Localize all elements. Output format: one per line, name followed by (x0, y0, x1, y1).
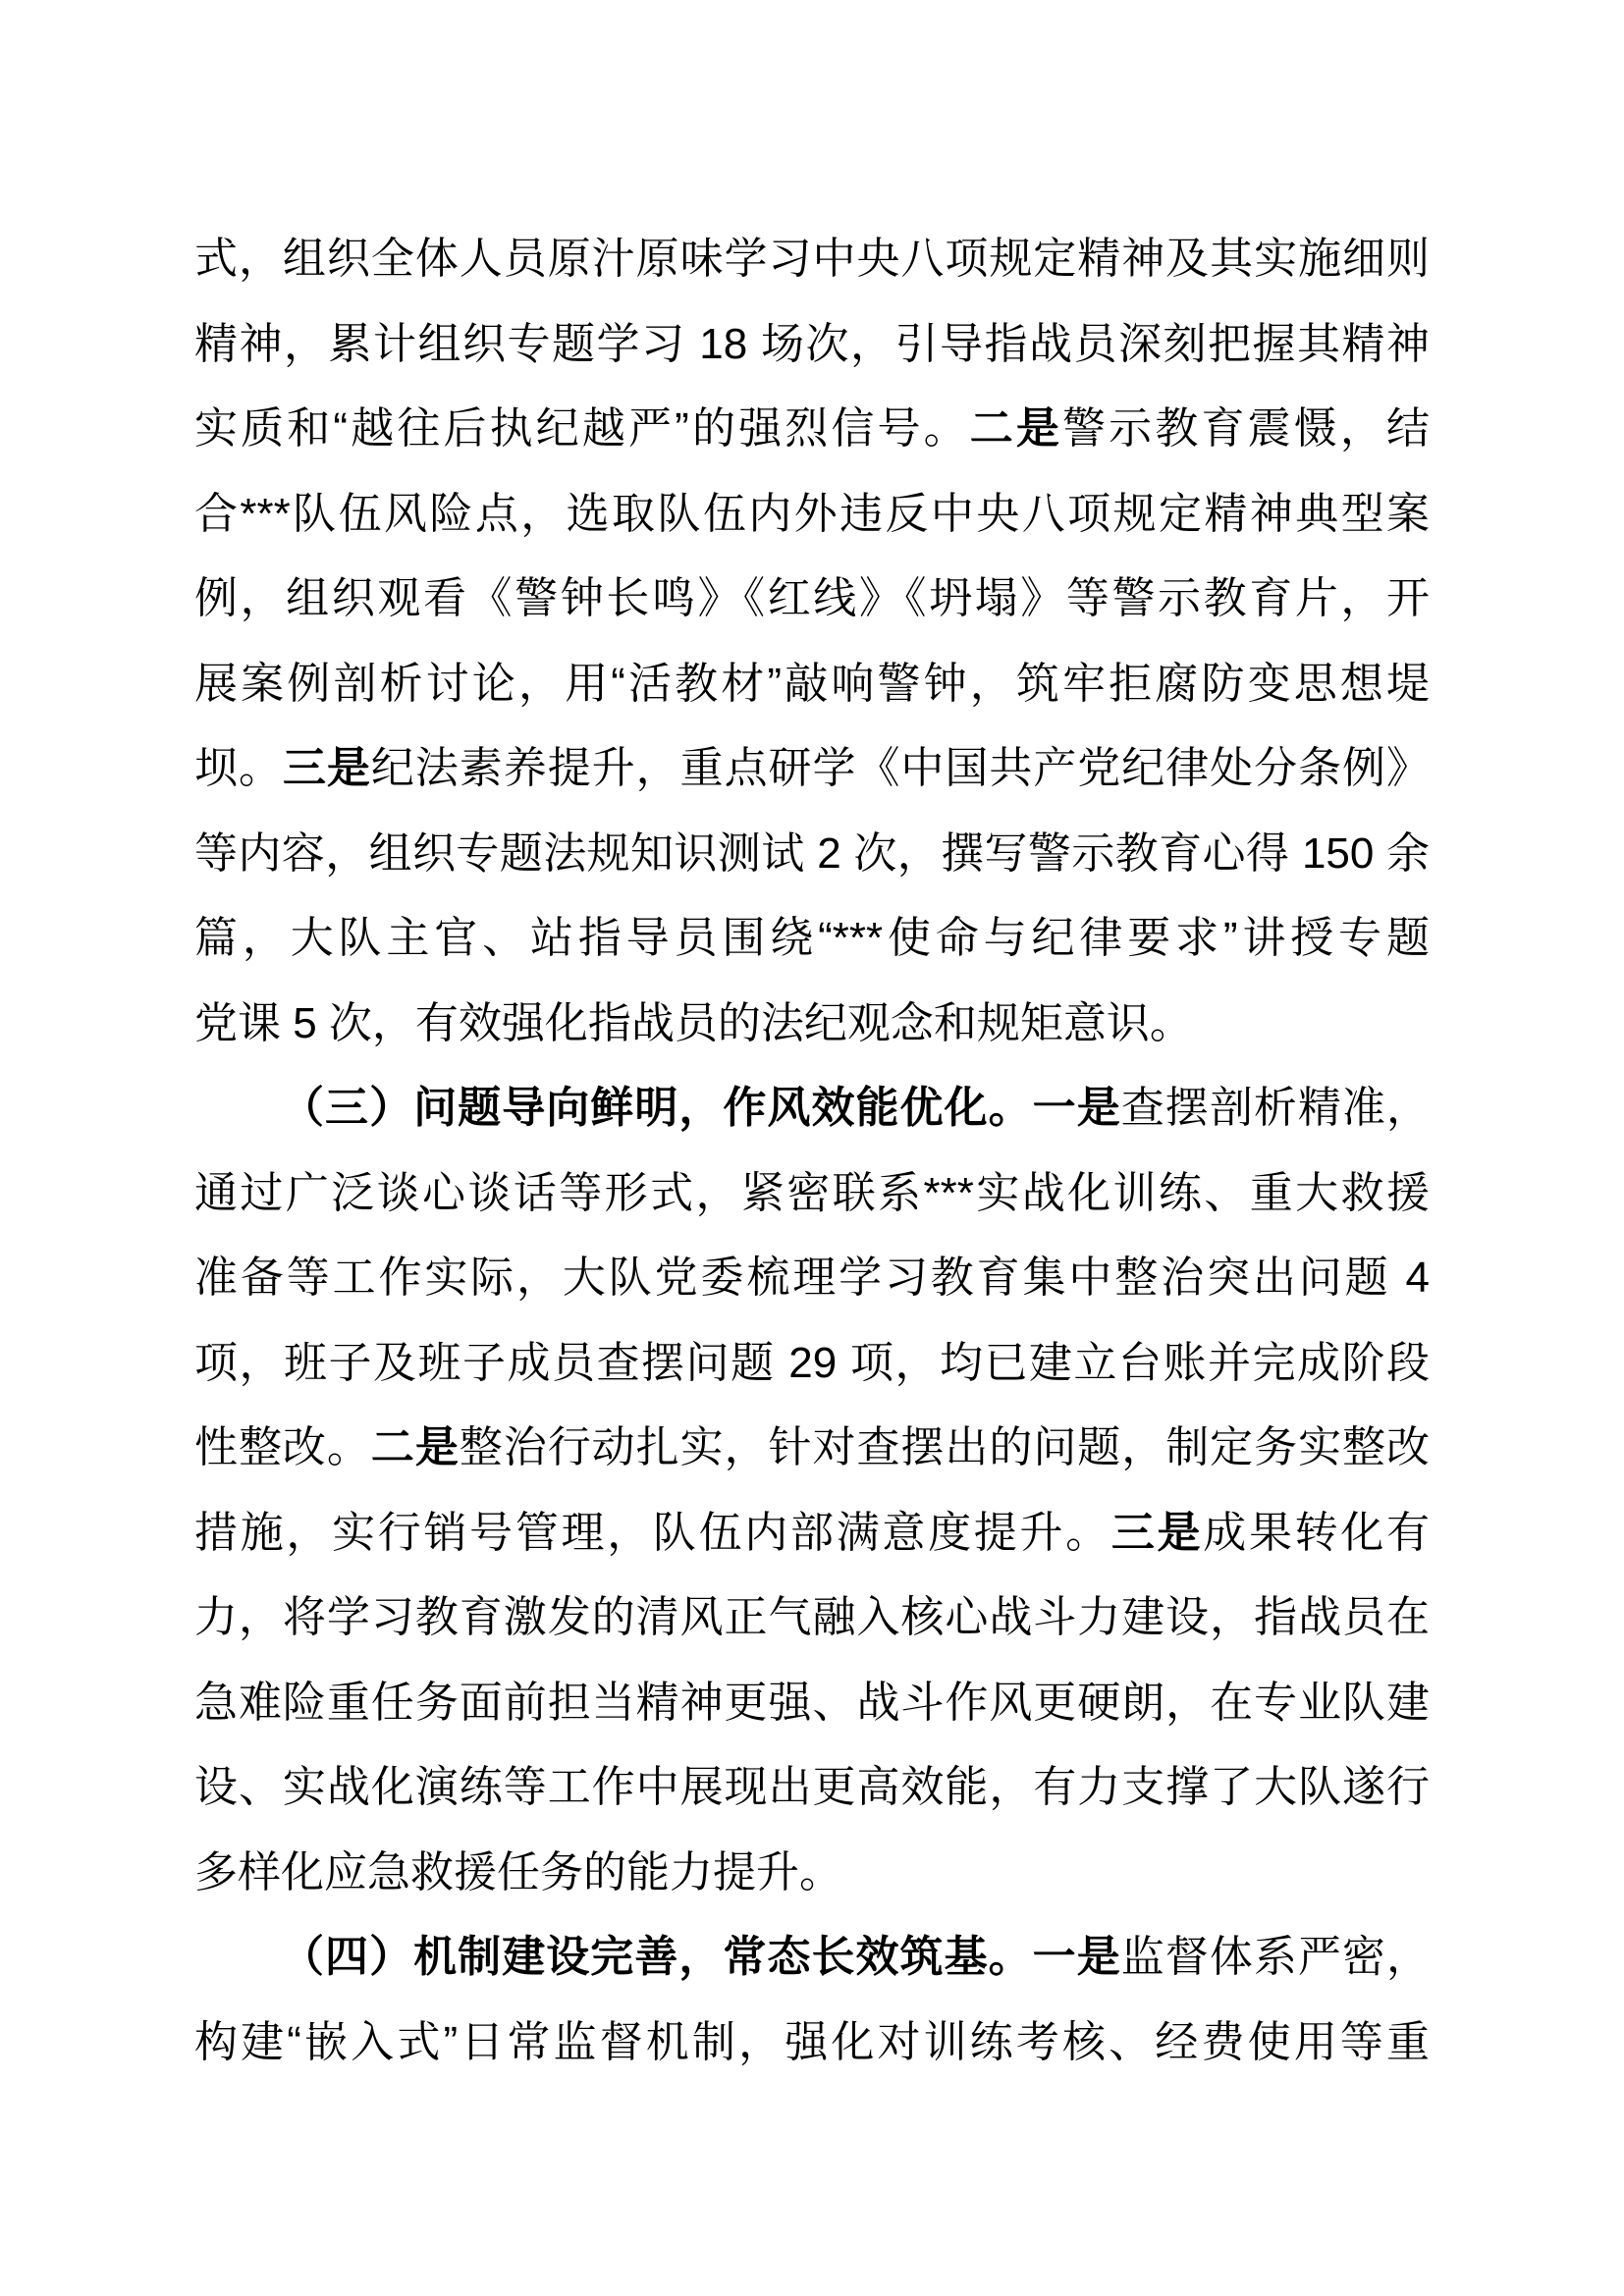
text-segment: 查摆剖析精准， (1120, 1084, 1430, 1132)
text-segment: 急难险重任务面前担当精神更强、战斗作风更硬朗，在专业队建 (194, 1678, 1430, 1727)
text-line (194, 1321, 1430, 1407)
text-line (194, 1066, 1430, 1151)
text-line (194, 1831, 1430, 1916)
text-line (194, 1236, 1430, 1321)
bold-text-segment: 三是 (282, 744, 371, 792)
text-line (194, 896, 1430, 982)
text-line (194, 2001, 1430, 2086)
text-segment: 警示教育震慑，结 (1062, 404, 1430, 453)
text-segment: 力，将学习教育激发的清风正气融入核心战斗力建设，指战员在 (194, 1593, 1430, 1641)
text-segment: 式，组织全体人员原汁原味学习中央八项规定精神及其实施细则 (194, 235, 1430, 283)
text-segment: 实质和“越往后执纪越严”的强烈信号。 (194, 404, 970, 453)
text-line (194, 642, 1430, 727)
text-line (194, 302, 1430, 388)
text-segment: 构建“嵌入式”日常监督机制，强化对训练考核、经费使用等重 (194, 2017, 1430, 2066)
text-segment: 准备等工作实际，大队党委梳理学习教育集中整治突出问题 4 (194, 1254, 1430, 1302)
text-line (194, 1661, 1430, 1746)
text-line (194, 1745, 1430, 1831)
text-segment: 设、实战化演练等工作中展现出更高效能，有力支撑了大队遂行 (194, 1763, 1430, 1811)
text-segment: 成果转化有 (1203, 1508, 1430, 1557)
bold-text-segment: 三是 (1110, 1508, 1204, 1557)
text-segment: 展案例剖析讨论，用“活教材”敲响警钟，筑牢拒腐防变思想堤 (194, 659, 1430, 708)
text-segment: 合***队伍风险点，选取队伍内外违反中央八项规定精神典型案 (194, 489, 1430, 538)
text-segment: 篇，大队主官、站指导员围绕“***使命与纪律要求”讲授专题 (194, 914, 1430, 962)
text-line (194, 982, 1430, 1067)
text-line (194, 472, 1430, 558)
text-line (194, 387, 1430, 472)
text-line (194, 726, 1430, 812)
text-line (194, 812, 1430, 897)
text-line (194, 217, 1430, 302)
text-line (194, 557, 1430, 642)
text-segment: 例，组织观看《警钟长鸣》《红线》《坍塌》等警示教育片，开 (194, 574, 1430, 622)
bold-text-segment: 二是 (969, 404, 1063, 453)
bold-text-segment: （三）问题导向鲜明，作风效能优化。一是 (281, 1084, 1121, 1132)
text-segment: 精神，累计组织专题学习 18 场次，引导指战员深刻把握其精神 (194, 319, 1430, 368)
bold-text-segment: （四）机制建设完善，常态长效筑基。一是 (281, 1933, 1121, 1981)
text-line (194, 1406, 1430, 1491)
text-segment: 党课 5 次，有效强化指战员的法纪观念和规矩意识。 (194, 998, 1193, 1047)
text-segment: 等内容，组织专题法规知识测试 2 次，撰写警示教育心得 150 余 (194, 828, 1430, 878)
text-line (194, 1915, 1430, 2001)
text-line (194, 1575, 1430, 1661)
text-segment: 通过广泛谈心谈话等形式，紧密联系***实战化训练、重大救援 (194, 1168, 1430, 1217)
text-segment: 监督体系严密， (1120, 1933, 1430, 1981)
document-body (194, 217, 1430, 2085)
text-segment: 坝。 (194, 744, 283, 792)
text-segment: 项，班子及班子成员查摆问题 29 项，均已建立台账并完成阶段 (194, 1338, 1430, 1387)
text-segment: 纪法素养提升，重点研学《中国共产党纪律处分条例》 (370, 744, 1430, 792)
text-segment: 多样化应急救援任务的能力提升。 (194, 1847, 842, 1896)
text-line (194, 1151, 1430, 1237)
text-segment: 整治行动扎实，针对查摆出的问题，制定务实整改 (459, 1423, 1430, 1471)
bold-text-segment: 二是 (370, 1423, 460, 1471)
text-segment: 措施，实行销号管理，队伍内部满意度提升。 (194, 1508, 1111, 1557)
text-line (194, 1491, 1430, 1576)
text-segment: 性整改。 (194, 1423, 371, 1471)
